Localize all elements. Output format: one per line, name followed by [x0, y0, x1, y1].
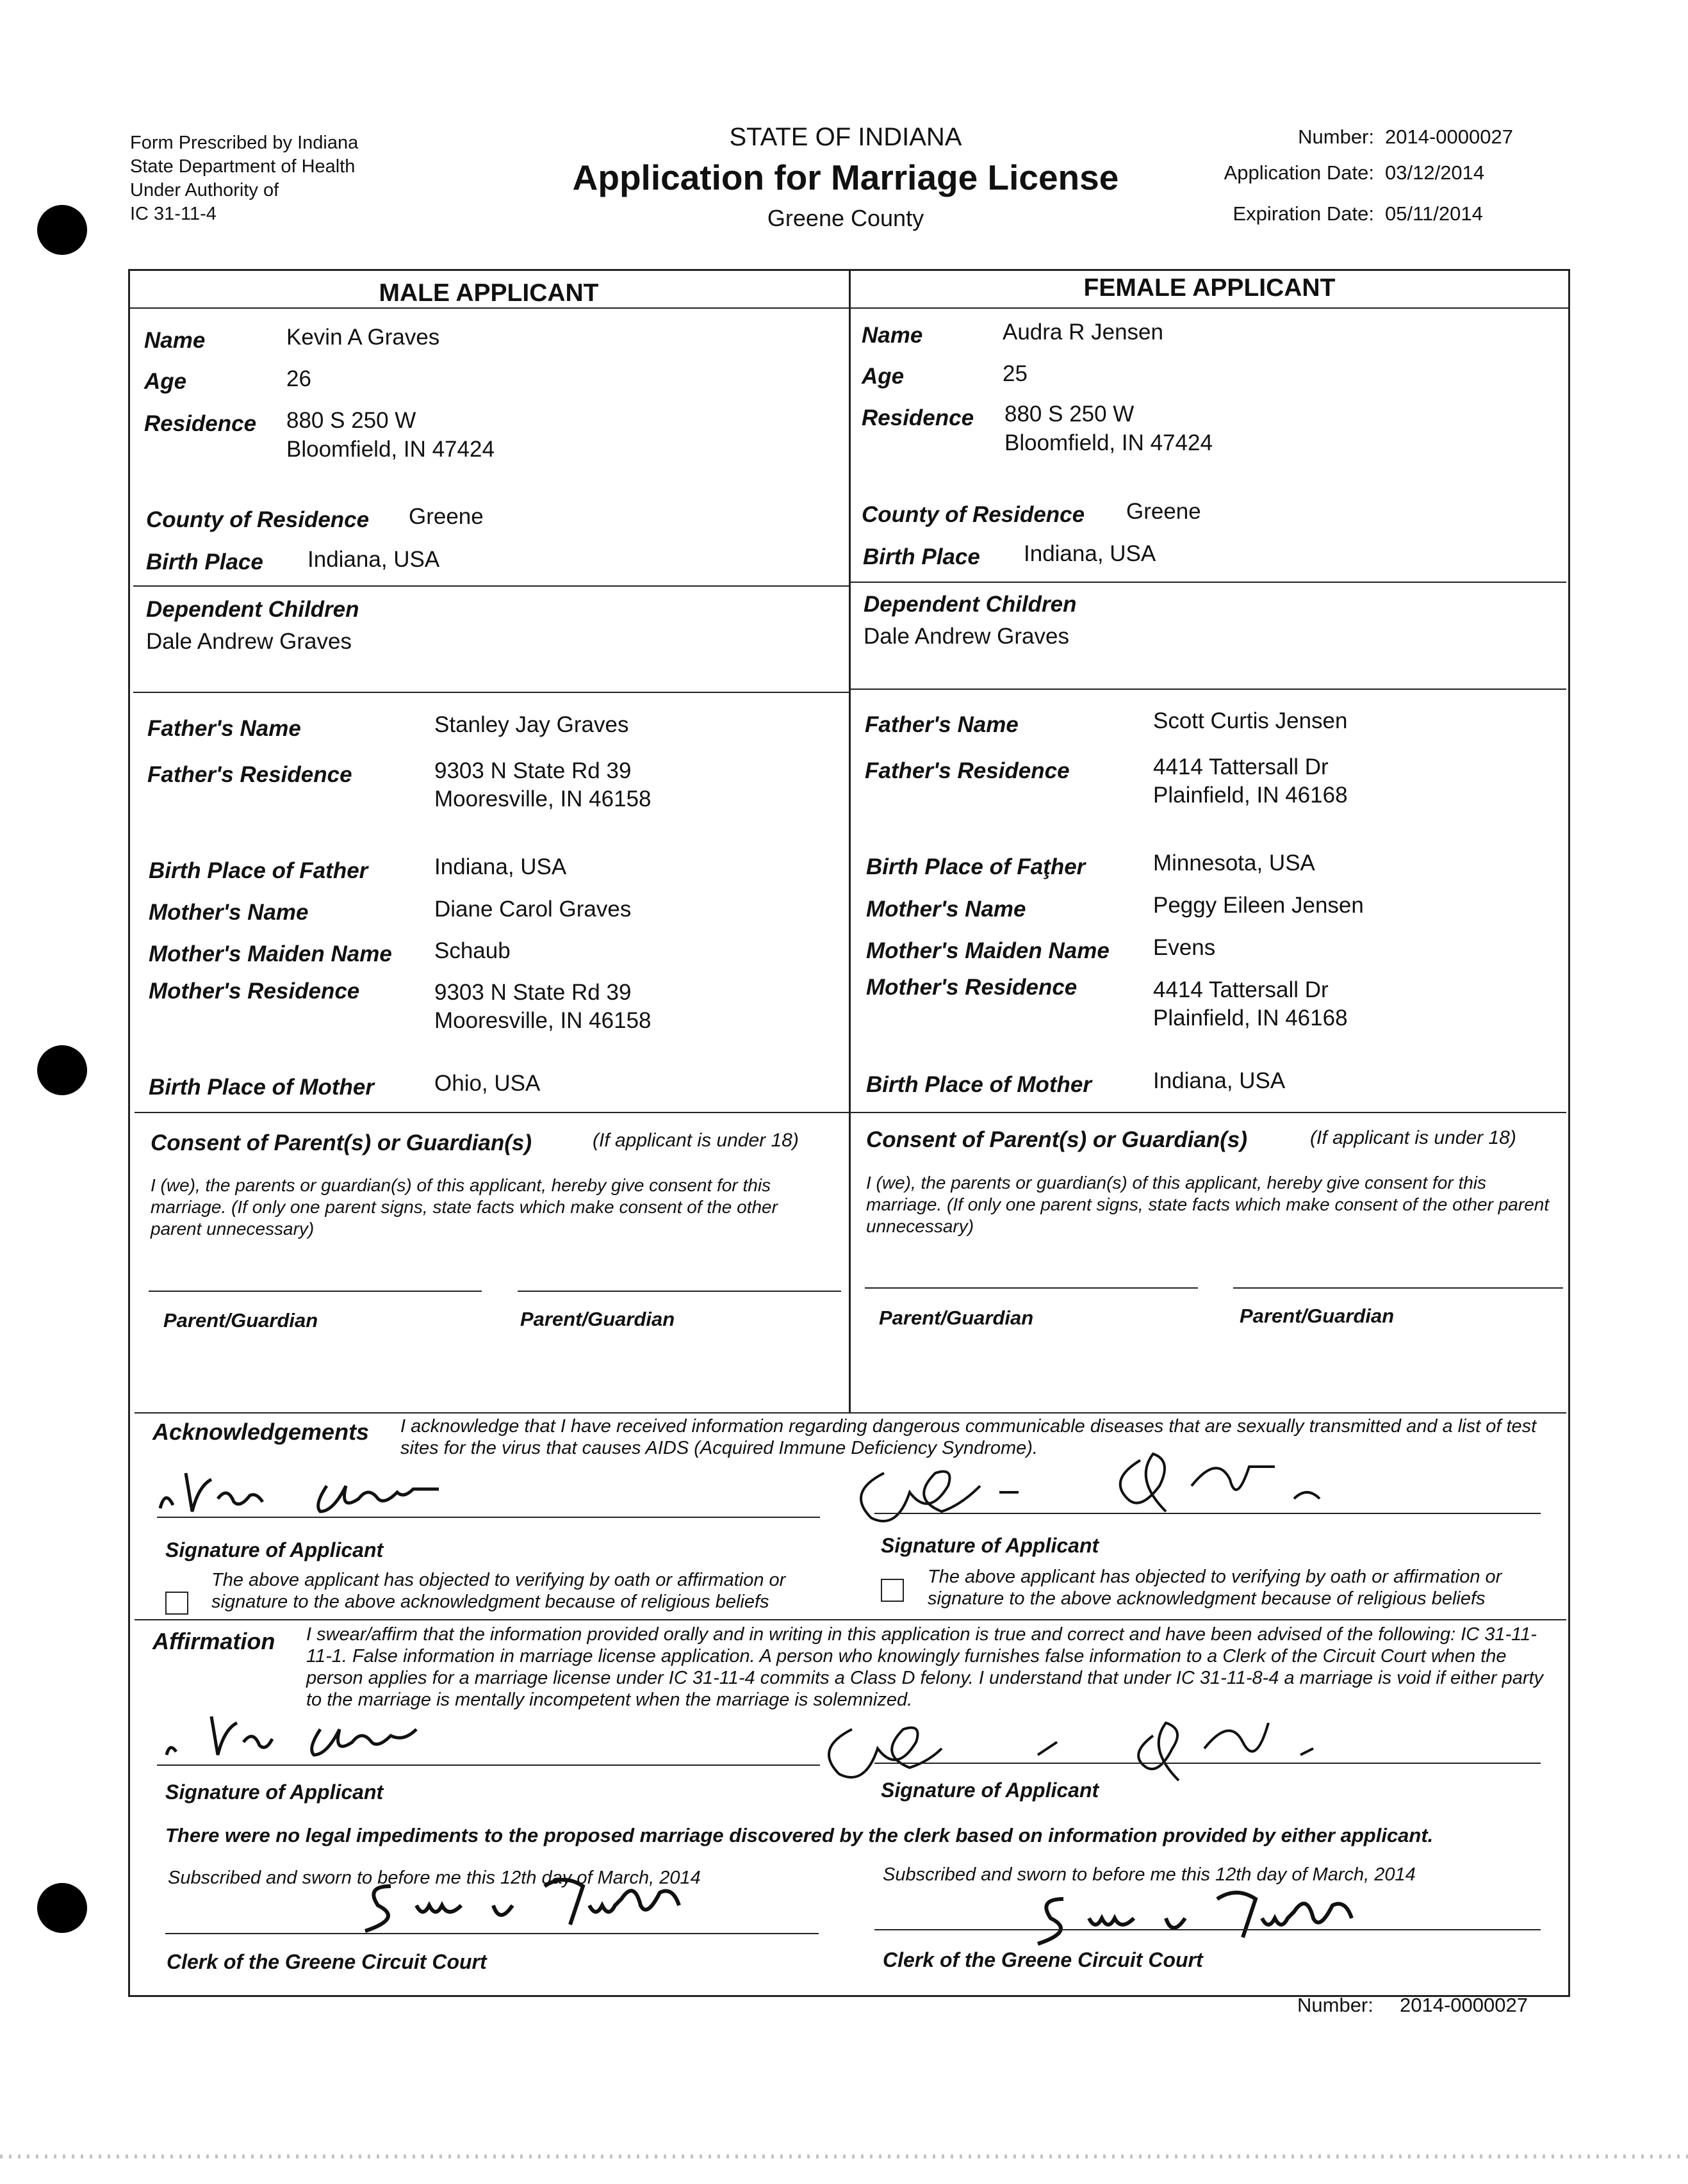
- male-age-label: Age: [144, 369, 187, 394]
- female-aff-signature-label: Signature of Applicant: [881, 1779, 1099, 1802]
- female-birth-father: Minnesota, USA: [1153, 851, 1315, 876]
- male-father-residence-label: Father's Residence: [147, 762, 352, 787]
- application-date-label: Application Date:: [1224, 161, 1374, 184]
- female-age-label: Age: [862, 364, 905, 389]
- female-parent-guardian-label-1: Parent/Guardian: [879, 1307, 1034, 1329]
- female-name-label: Name: [862, 323, 923, 348]
- punch-hole-middle: [37, 1045, 87, 1095]
- male-county: Greene: [409, 504, 484, 529]
- female-name: Audra R Jensen: [1003, 320, 1163, 345]
- female-father-name-label: Father's Name: [865, 712, 1019, 737]
- male-dependent-top-line: [133, 585, 849, 587]
- number-value: 2014-0000027: [1385, 126, 1513, 148]
- prescribed-line-2: State Department of Health: [130, 156, 356, 177]
- male-name: Kevin A Graves: [286, 325, 440, 350]
- punch-hole-top: [37, 205, 87, 255]
- male-mother-name-label: Mother's Name: [149, 900, 309, 925]
- number-label: Number:: [1298, 126, 1374, 148]
- female-birth-place: Indiana, USA: [1024, 541, 1156, 566]
- affirmation-heading: Affirmation: [152, 1628, 275, 1654]
- male-clerk-label: Clerk of the Greene Circuit Court: [167, 1950, 487, 1973]
- female-clerk-label: Clerk of the Greene Circuit Court: [883, 1948, 1203, 1971]
- male-name-label: Name: [144, 328, 206, 353]
- male-dependent-label: Dependent Children: [146, 597, 359, 622]
- female-ack-signature-line: [874, 1513, 1541, 1514]
- female-mother-residence-label: Mother's Residence: [866, 975, 1078, 1000]
- female-guardian-line-2: [1233, 1287, 1563, 1289]
- male-ack-signature-label: Signature of Applicant: [165, 1538, 384, 1561]
- male-father-residence-line1: 9303 N State Rd 39: [434, 758, 632, 783]
- female-consent-note: (If applicant is under 18): [1310, 1127, 1516, 1148]
- female-father-residence-line2: Plainfield, IN 46168: [1153, 783, 1348, 808]
- punch-hole-bottom: [37, 1883, 87, 1933]
- male-residence-line2: Bloomfield, IN 47424: [286, 437, 495, 462]
- female-mother-name: Peggy Eileen Jensen: [1153, 893, 1364, 918]
- female-parent-guardian-label-2: Parent/Guardian: [1240, 1305, 1395, 1327]
- page-title: Application for Marriage License: [572, 158, 1119, 197]
- female-residence-label: Residence: [862, 405, 974, 430]
- female-county: Greene: [1126, 499, 1201, 524]
- male-clerk-signature: [352, 1867, 711, 1937]
- male-age: 26: [286, 366, 311, 391]
- male-objection-text: The above applicant has objected to verifying by oath or affirmation or signature to the above acknowledgment because of religious beliefs: [211, 1570, 786, 1612]
- female-residence-line2: Bloomfield, IN 47424: [1004, 430, 1213, 455]
- male-residence-label: Residence: [144, 411, 257, 436]
- female-dependent: Dale Andrew Graves: [864, 624, 1069, 649]
- female-dependent-label: Dependent Children: [864, 592, 1077, 617]
- male-county-label: County of Residence: [146, 507, 370, 532]
- prescribed-line-3: Under Authority of: [130, 180, 279, 200]
- male-mother-name: Diane Carol Graves: [434, 897, 632, 922]
- female-guardian-line-1: [865, 1287, 1198, 1289]
- male-birth-father-label: Birth Place of Father: [149, 858, 368, 883]
- male-father-name-label: Father's Name: [147, 716, 301, 741]
- center-divider: [849, 269, 851, 1412]
- prescribed-line-4: IC 31-11-4: [130, 204, 217, 224]
- male-consent-heading: Consent of Parent(s) or Guardian(s): [151, 1130, 532, 1155]
- female-dependent-top-line: [849, 582, 1566, 583]
- male-ack-signature: [154, 1454, 487, 1524]
- no-impediments-statement: There were no legal impediments to the proposed marriage discovered by the clerk based on information provided by either applicant.: [165, 1824, 1434, 1846]
- male-birth-place: Indiana, USA: [307, 547, 440, 572]
- male-ack-signature-line: [157, 1517, 820, 1518]
- state-heading: STATE OF INDIANA: [729, 123, 962, 151]
- female-birth-place-label: Birth Place: [863, 544, 980, 569]
- male-parent-guardian-label-2: Parent/Guardian: [520, 1308, 675, 1330]
- female-mother-residence-line2: Plainfield, IN 46168: [1153, 1006, 1348, 1031]
- prescribed-line-1: Form Prescribed by Indiana: [130, 133, 359, 153]
- female-clerk-signature: [1025, 1880, 1384, 1950]
- affirmation-top-line: [135, 1619, 1566, 1620]
- female-birth-mother-label: Birth Place of Mother: [866, 1072, 1092, 1097]
- female-consent-heading: Consent of Parent(s) or Guardian(s): [866, 1127, 1248, 1152]
- male-mother-maiden-label: Mother's Maiden Name: [149, 941, 392, 966]
- male-aff-signature-line: [157, 1764, 820, 1766]
- male-father-name: Stanley Jay Graves: [434, 712, 629, 737]
- female-mother-maiden: Evens: [1153, 935, 1216, 960]
- affirmation-text: I swear/affirm that the information provided orally and in writing in this application is true and correct and have been advised of the following: IC 31-11-11-1. False information in marriage license application. A person who knowingly furnishes false information to a Clerk of the Circuit Court when the person applies for a marriage license under IC 31-11-4 commits a Class D felony. I understand that under IC 31-11-8-4 a marriage is void if either party to the marriage is mentally incompetent when the marriage is solemnized.: [306, 1624, 1544, 1710]
- male-aff-signature-label: Signature of Applicant: [165, 1781, 384, 1804]
- male-parent-guardian-label-1: Parent/Guardian: [163, 1309, 318, 1332]
- male-objection-checkbox[interactable]: [165, 1592, 188, 1615]
- male-guardian-line-1: [149, 1291, 482, 1292]
- female-aff-signature-line: [874, 1763, 1541, 1764]
- female-ack-signature-label: Signature of Applicant: [881, 1534, 1099, 1557]
- male-birth-place-label: Birth Place: [146, 550, 263, 575]
- female-consent-text: I (we), the parents or guardian(s) of this applicant, hereby give consent for this marriage. (If only one parent signs, state facts which make consent of the other parent unnecessary): [866, 1173, 1550, 1236]
- male-guardian-line-2: [518, 1291, 841, 1292]
- consent-top-line: [135, 1112, 1566, 1113]
- female-applicant-heading: FEMALE APPLICANT: [1083, 274, 1336, 302]
- male-father-residence-line2: Mooresville, IN 46158: [434, 786, 651, 811]
- female-mother-name-label: Mother's Name: [866, 897, 1026, 922]
- male-residence-line1: 880 S 250 W: [286, 408, 416, 433]
- female-dependent-bottom-line: [849, 689, 1566, 690]
- female-clerk-line: [874, 1929, 1541, 1930]
- female-father-name: Scott Curtis Jensen: [1153, 708, 1348, 733]
- female-ack-signature: [833, 1435, 1409, 1531]
- female-county-label: County of Residence: [862, 502, 1085, 527]
- scan-edge: [0, 2155, 1688, 2158]
- male-birth-mother-label: Birth Place of Mother: [149, 1075, 374, 1100]
- female-father-residence-line1: 4414 Tattersall Dr: [1153, 754, 1329, 779]
- female-objection-checkbox[interactable]: [881, 1579, 904, 1602]
- male-aff-signature: [154, 1704, 487, 1768]
- female-age: 25: [1003, 361, 1028, 386]
- male-applicant-heading: MALE APPLICANT: [379, 279, 599, 307]
- male-consent-text: I (we), the parents or guardian(s) of this applicant, hereby give consent for this marriage. (If only one parent signs, state facts which make consent of the other parent unnecessary): [151, 1175, 778, 1239]
- male-birth-father: Indiana, USA: [434, 854, 567, 879]
- footer-number-value: 2014-0000027: [1400, 1994, 1528, 2016]
- form-prescribed-block: [130, 131, 358, 226]
- acknowledgements-heading: Acknowledgements: [152, 1419, 370, 1445]
- header-row-line: [128, 307, 1568, 309]
- county-heading: Greene County: [767, 205, 924, 231]
- acknowledgements-top-line: [135, 1412, 1566, 1414]
- male-sworn-statement: Subscribed and sworn to before me this 12th day of March, 2014: [168, 1868, 701, 1888]
- male-mother-residence-label: Mother's Residence: [149, 979, 360, 1004]
- expiration-date-value: 05/11/2014: [1385, 202, 1483, 225]
- female-objection-text: The above applicant has objected to verifying by oath or affirmation or signature to the above acknowledgment because of religious beliefs: [928, 1567, 1502, 1609]
- male-dependent: Dale Andrew Graves: [146, 629, 352, 654]
- female-residence-line1: 880 S 250 W: [1004, 402, 1135, 427]
- female-mother-residence-line1: 4414 Tattersall Dr: [1153, 977, 1329, 1002]
- male-dependent-bottom-line: [133, 692, 849, 693]
- female-birth-mother: Indiana, USA: [1153, 1068, 1286, 1093]
- male-mother-residence-line2: Mooresville, IN 46158: [434, 1008, 651, 1033]
- female-father-residence-label: Father's Residence: [865, 758, 1070, 783]
- female-aff-signature: [794, 1697, 1435, 1787]
- male-mother-maiden: Schaub: [434, 938, 511, 963]
- male-clerk-line: [165, 1933, 819, 1934]
- acknowledgements-text: I acknowledge that I have received information regarding dangerous communicable diseases that are sexually transmitted and a list of test sites for the virus that causes AIDS (Acquired Immune Deficiency Syndrome).: [400, 1416, 1537, 1458]
- male-consent-note: (If applicant is under 18): [593, 1130, 799, 1151]
- application-date-value: 03/12/2014: [1385, 161, 1485, 184]
- male-mother-residence-line1: 9303 N State Rd 39: [434, 980, 632, 1005]
- female-sworn-statement: Subscribed and sworn to before me this 12th day of March, 2014: [883, 1864, 1416, 1885]
- female-birth-father-label: Birth Place of Faţher: [866, 854, 1086, 879]
- expiration-date-label: Expiration Date:: [1233, 202, 1374, 225]
- footer-number-label: Number:: [1297, 1994, 1373, 2016]
- male-birth-mother: Ohio, USA: [434, 1071, 541, 1096]
- female-mother-maiden-label: Mother's Maiden Name: [866, 938, 1110, 963]
